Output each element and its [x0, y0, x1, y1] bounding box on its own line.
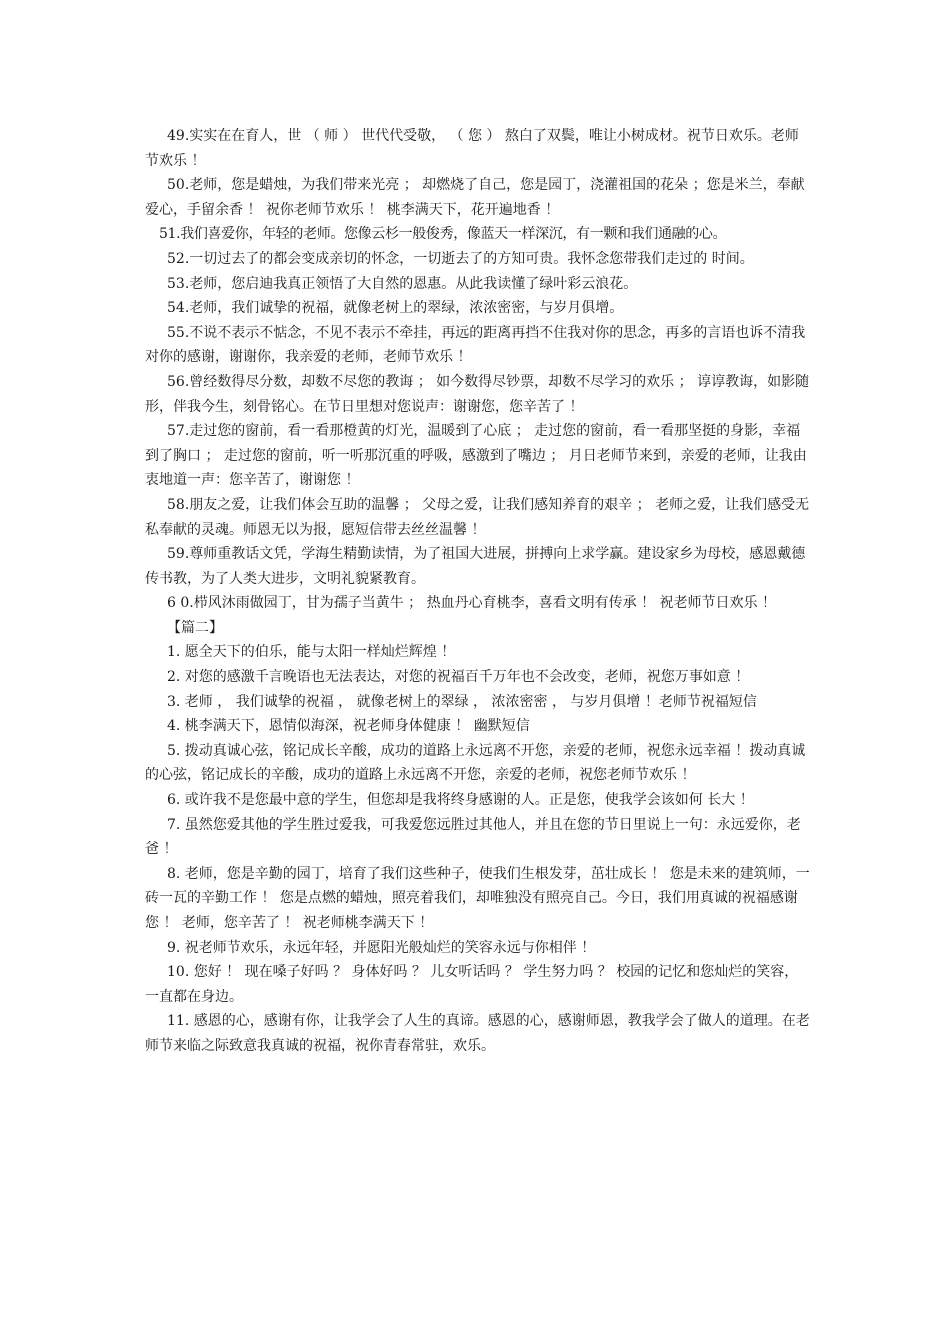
paragraph-54: 54.老师，我们诚挚的祝福，就像老树上的翠绿，浓浓密密，与岁月俱增。 — [167, 300, 624, 317]
list-item-7: 7. 虽然您爱其他的学生胜过爱我，可我爱您远胜过其他人，并且在您的节日里说上一句：永远爱你，老爸 ！ — [145, 816, 801, 858]
paragraph-49: 49.实实在在育人，世 （ 师 ） 世代代受敬， （ 您 ） 熬白了双鬓，唯让小树成材。祝节日欢乐。老师节欢乐 ！ — [145, 128, 799, 169]
paragraph-51: 51.我们喜爱你，年轻的老师。您像云杉一般俊秀，像蓝天一样深沉，有一颗和我们通融的心。 — [159, 226, 727, 243]
section-heading: 【篇二】 — [167, 619, 223, 636]
paragraph-58: 58.朋友之爱，让我们体会互助的温馨 ； 父母之爱，让我们感知养育的艰辛 ； 老师之爱，让我们感受无私奉献的灵魂。师恩无以为报，愿短信带去丝丝温馨 ！ — [145, 496, 810, 538]
list-item-3: 3. 老师 ， 我们诚挚的祝福 ， 就像老树上的翠绿 ， 浓浓密密 ， 与岁月俱增 ！老师节祝福短信 — [167, 693, 757, 710]
paragraph-60: 6 0.栉风沐雨做园丁，甘为孺子当黄牛 ； 热血丹心育桃李，喜看文明有传承 ！ 祝老师节日欢乐 ！ — [167, 595, 776, 612]
list-item-4: 4. 桃李满天下，恩情似海深，祝老师身体健康 ！ 幽默短信 — [167, 718, 530, 735]
list-item-2: 2. 对您的感激千言晚语也无法表达，对您的祝福百千万年也不会改变，老师，祝您万事如意 ！ — [167, 669, 750, 686]
paragraph-53: 53.老师，您启迪我真正领悟了大自然的恩惠。从此我读懂了绿叶彩云浪花。 — [167, 275, 638, 292]
list-item-10: 10. 您好 ！ 现在嗓子好吗 ？ 身体好吗 ？ 儿女听话吗 ？ 学生努力吗 ？ 校园的记忆和您灿烂的笑容，一直都在身边。 — [145, 964, 799, 1005]
list-item-6: 6. 或许我不是您最中意的学生，但您却是我将终身感谢的人。正是您，使我学会该如何 长大 ！ — [167, 792, 754, 809]
document-body — [145, 124, 810, 1059]
paragraph-59: 59.尊师重教话文凭，学海生精勤读情，为了祖国大进展，拼搏向上求学赢。建设家乡为母校，感恩戴德传书教，为了人类大进步，文明礼貌紧教育。 — [145, 546, 806, 587]
list-item-8: 8. 老师，您是辛勤的园丁，培育了我们这些种子，使我们生根发芽，茁壮成长 ！ 您是未来的建筑师，一砖一瓦的辛勤工作 ！ 您是点燃的蜡烛，照亮着我们，却唯独没有照亮自己。今日，我们用真诚的祝福感谢您 ！ 老师，您辛苦了 ！ 祝老师桃李满天下 ！ — [145, 865, 810, 931]
paragraph-57: 57.走过您的窗前，看一看那橙黄的灯光，温暖到了心底 ； 走过您的窗前，看一看那坚挺的身影，幸福到了胸口 ； 走过您的窗前，听一听那沉重的呼吸，感激到了嘴边 ； 月日老师节来到，亲爱的老师，让我由衷地道一声：您辛苦了，谢谢您 ！ — [145, 423, 807, 489]
paragraph-50: 50.老师，您是蜡烛，为我们带来光亮 ； 却燃烧了自己，您是园丁，浇灌祖国的花朵 ；您是米兰，奉献爱心，手留余香 ！ 祝你老师节欢乐 ！ 桃李满天下，花开遍地香 ！ — [145, 177, 805, 218]
list-item-9: 9. 祝老师节欢乐，永远年轻，并愿阳光般灿烂的笑容永远与你相伴 ！ — [167, 939, 596, 956]
list-item-11: 11. 感恩的心，感谢有你，让我学会了人生的真谛。感恩的心，感谢师恩，教我学会了做人的道理。在老师节来临之际致意我真诚的祝福，祝你青春常驻，欢乐。 — [145, 1013, 810, 1054]
paragraph-55: 55.不说不表示不惦念，不见不表示不牵挂，再远的距离再挡不住我对你的思念，再多的言语也诉不清我对你的感谢，谢谢你，我亲爱的老师，老师节欢乐 ！ — [145, 324, 806, 366]
paragraph-52: 52.一切过去了的都会变成亲切的怀念，一切逝去了的方知可贵。我怀念您带我们走过的 时间。 — [167, 250, 754, 267]
list-item-5: 5. 拨动真诚心弦，铭记成长辛酸，成功的道路上永远离不开您，亲爱的老师，祝您永远幸福 ！拨动真诚的心弦，铭记成长的辛酸，成功的道路上永远离不开您，亲爱的老师，祝您老师节欢乐 ！ — [145, 742, 806, 784]
paragraph-56: 56.曾经数得尽分数，却数不尽您的教诲 ； 如今数得尽钞票，却数不尽学习的欢乐 ； 谆谆教诲，如影随形，伴我今生，刻骨铭心。在节日里想对您说声：谢谢您，您辛苦了 ！ — [145, 373, 810, 415]
list-item-1: 1. 愿全天下的伯乐，能与太阳一样灿烂辉煌 ！ — [167, 644, 456, 661]
